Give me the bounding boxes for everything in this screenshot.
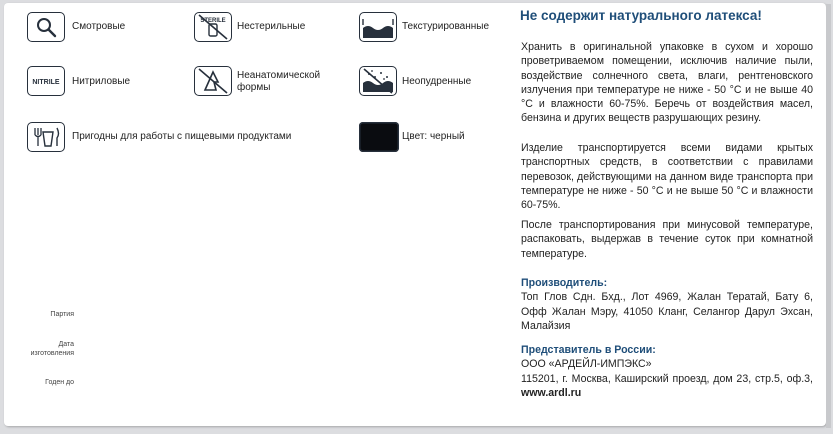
storage-text: Хранить в оригинальной упаковке в сухом и хорошо проветриваемом помещении, исключив наличие пыли, воздействие солнечного света, влаги, рентгеновского излучения при температуре не ниже - 50 °С и не выше 40 °С и влажности 60-75%. Беречь от воздействия масел, бензина и других веществ разрушающих резину.: [521, 41, 813, 125]
rep-company: ООО «АРДЕЙЛ-ИМПЭКС»: [521, 358, 652, 371]
manufacturer-block: [521, 276, 813, 333]
field-batch: Партия: [50, 311, 74, 318]
label-color: Цвет: черный: [402, 131, 465, 142]
label-food: Пригодны для работы с пищевыми продуктами: [72, 131, 292, 142]
food-safe-icon: [27, 122, 65, 152]
field-manufacture-date-line1: Дата: [58, 341, 74, 348]
label-nonanatomic-line2: формы: [237, 82, 271, 93]
color-swatch: [359, 122, 399, 152]
label-powderfree: Неопудренные: [402, 76, 472, 87]
label-nitrile: Нитриловые: [72, 76, 131, 87]
manufacturer-title: Производитель:: [521, 277, 608, 289]
representative-block: [521, 343, 813, 400]
transport-text: Изделие транспортируется всеми видами крытых транспортных средств, в соответствии с правилами перевозок, действующими на данном виде транспорта при температуре не ниже - 50 °С и не выше 50 °С и влажности 60-75%.: [521, 142, 813, 212]
non-sterile-icon: [194, 12, 232, 42]
nitrile-icon: [27, 66, 65, 96]
package-edge: [826, 4, 831, 428]
textured-icon: [359, 12, 397, 42]
sterile-badge-text: STERILE: [200, 18, 226, 24]
label-textured: Текстурированные: [402, 21, 490, 32]
after-transport-text: После транспортирования при минусовой температуре, распаковать, выдержав в течение суток при комнатной температуре.: [521, 219, 813, 260]
field-manufacture-date-line2: изготовления: [30, 350, 74, 357]
label-sterile: Нестерильные: [237, 21, 306, 32]
powder-free-icon: [359, 66, 397, 96]
manufacturer-text: Топ Глов Сдн. Бхд., Лот 4969, Жалан Тератай, Бату 6, Офф Жалан Мэру, 41050 Кланг, Селангор Дарул Эхсан, Малайзия: [521, 291, 813, 332]
label-examination: Смотровые: [72, 21, 126, 32]
latex-warning-heading: Не содержит натурального латекса!: [520, 8, 762, 23]
field-manufacture-date: [4, 340, 74, 358]
label-nonanatomic: [237, 70, 320, 94]
rep-address: 115201, г. Москва, Каширский проезд, дом 23, стр.5, оф.3,: [521, 372, 813, 385]
representative-title: Представитель в России:: [521, 344, 656, 356]
magnifier-icon: [27, 12, 65, 42]
nitrile-badge-text: NITRILE: [32, 79, 60, 86]
label-nonanatomic-line1: Неанатомической: [237, 70, 321, 81]
field-expiry: Годен до: [45, 379, 74, 386]
non-anatomic-icon: [194, 66, 232, 96]
rep-website-link[interactable]: www.ardl.ru: [521, 386, 582, 399]
